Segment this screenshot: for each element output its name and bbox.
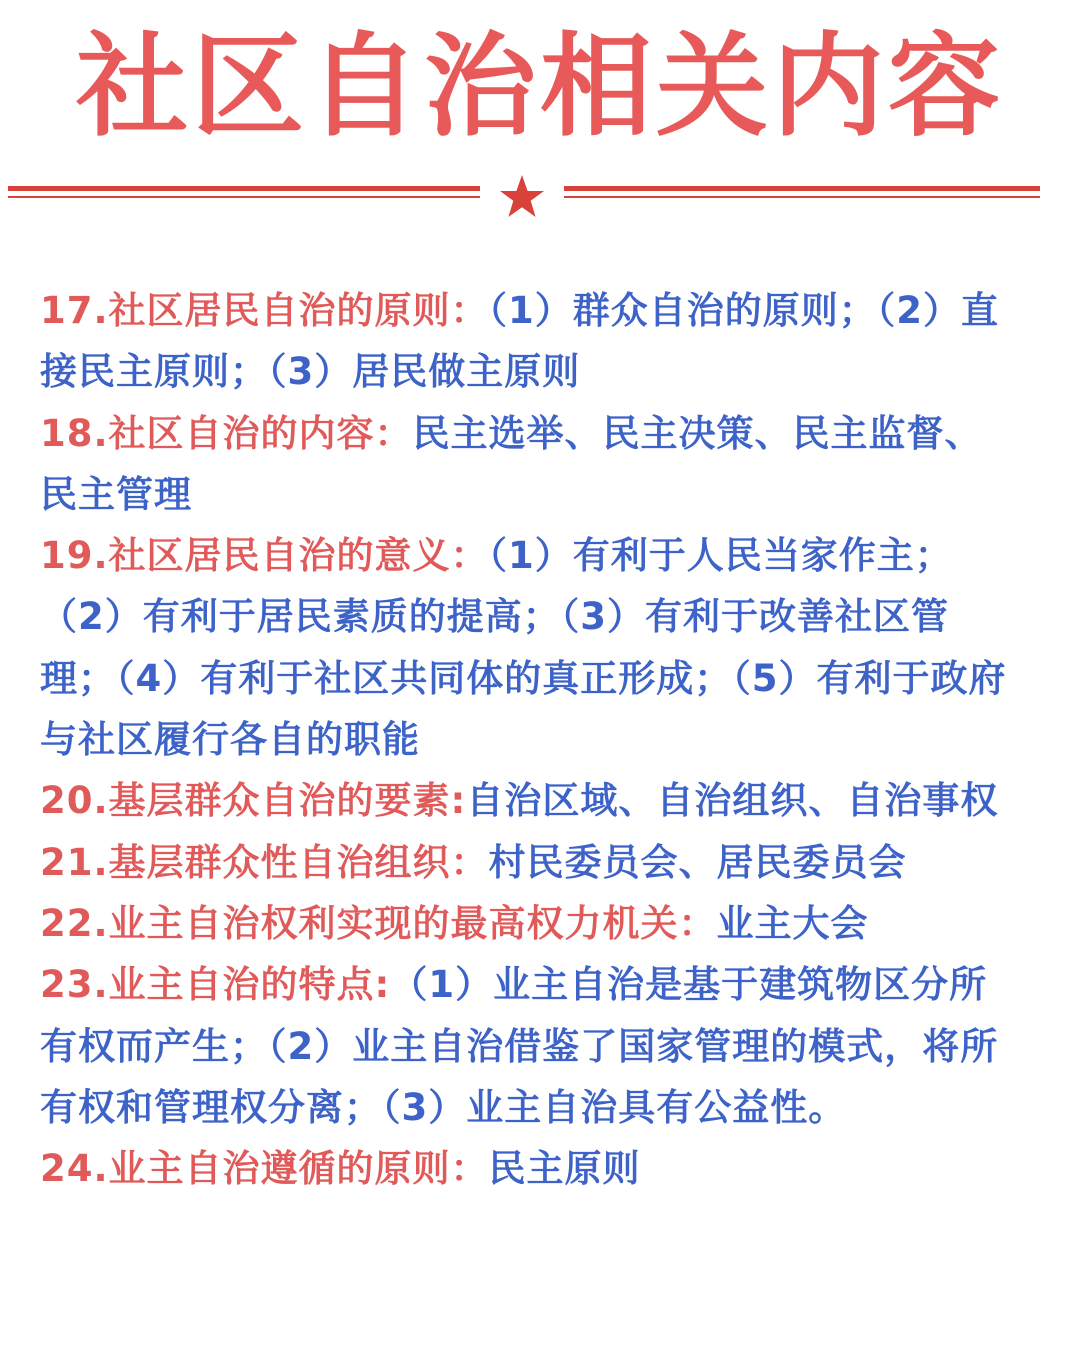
entry-18 — [40, 403, 1015, 526]
title-divider — [0, 172, 1080, 222]
entry-body: 村民委员会、居民委员会 — [488, 840, 907, 884]
entry-heading: 21.基层群众性自治组织： — [40, 840, 489, 884]
content-list — [40, 280, 1015, 1199]
entry-24 — [40, 1138, 1015, 1199]
entry-heading: 17.社区居民自治的原则： — [40, 289, 489, 332]
divider-left-line — [8, 196, 480, 198]
page-title: 社区自治相关内容 — [76, 22, 1004, 152]
entry-body: 民主原则 — [488, 1147, 641, 1191]
divider-right-bar — [564, 186, 1040, 191]
star-icon — [497, 172, 547, 222]
entry-19 — [40, 525, 1015, 770]
entry-heading: 20.基层群众自治的要素: — [40, 779, 467, 823]
entry-17 — [40, 280, 1015, 403]
entry-body: 自治区域、自治组织、自治事权 — [466, 779, 999, 823]
entry-body: （1）业主自治是基于建筑物区分所有权而产生；（2）业主自治借鉴了国家管理的模式，将所有权和管理权分离；（3）业主自治具有公益性。 — [40, 963, 999, 1129]
entry-body: （1）群众自治的原则；（2）直接民主原则；（3）居民做主原则 — [40, 289, 1000, 394]
entry-heading: 22.业主自治权利实现的最高权力机关： — [40, 901, 717, 945]
entry-23 — [40, 954, 1015, 1138]
entry-heading: 23.业主自治的特点: — [40, 963, 391, 1007]
entry-body: 业主大会 — [716, 901, 869, 945]
entry-heading: 19.社区居民自治的意义： — [40, 534, 489, 578]
entry-20 — [40, 770, 1015, 831]
entry-body: 民主选举、民主决策、民主监督、民主管理 — [40, 411, 983, 516]
divider-left-bar — [8, 186, 480, 191]
entry-body: （1）有利于人民当家作主；（2）有利于居民素质的提高；（3）有利于改善社区管理；（4）有利于社区共同体的真正形成；（5）有利于政府与社区履行各自的职能 — [40, 534, 1007, 762]
entry-21 — [40, 832, 1015, 893]
entry-heading: 18.社区自治的内容： — [40, 411, 413, 455]
entry-heading: 24.业主自治遵循的原则： — [40, 1147, 489, 1191]
entry-22 — [40, 893, 1015, 954]
divider-right-line — [564, 196, 1040, 198]
